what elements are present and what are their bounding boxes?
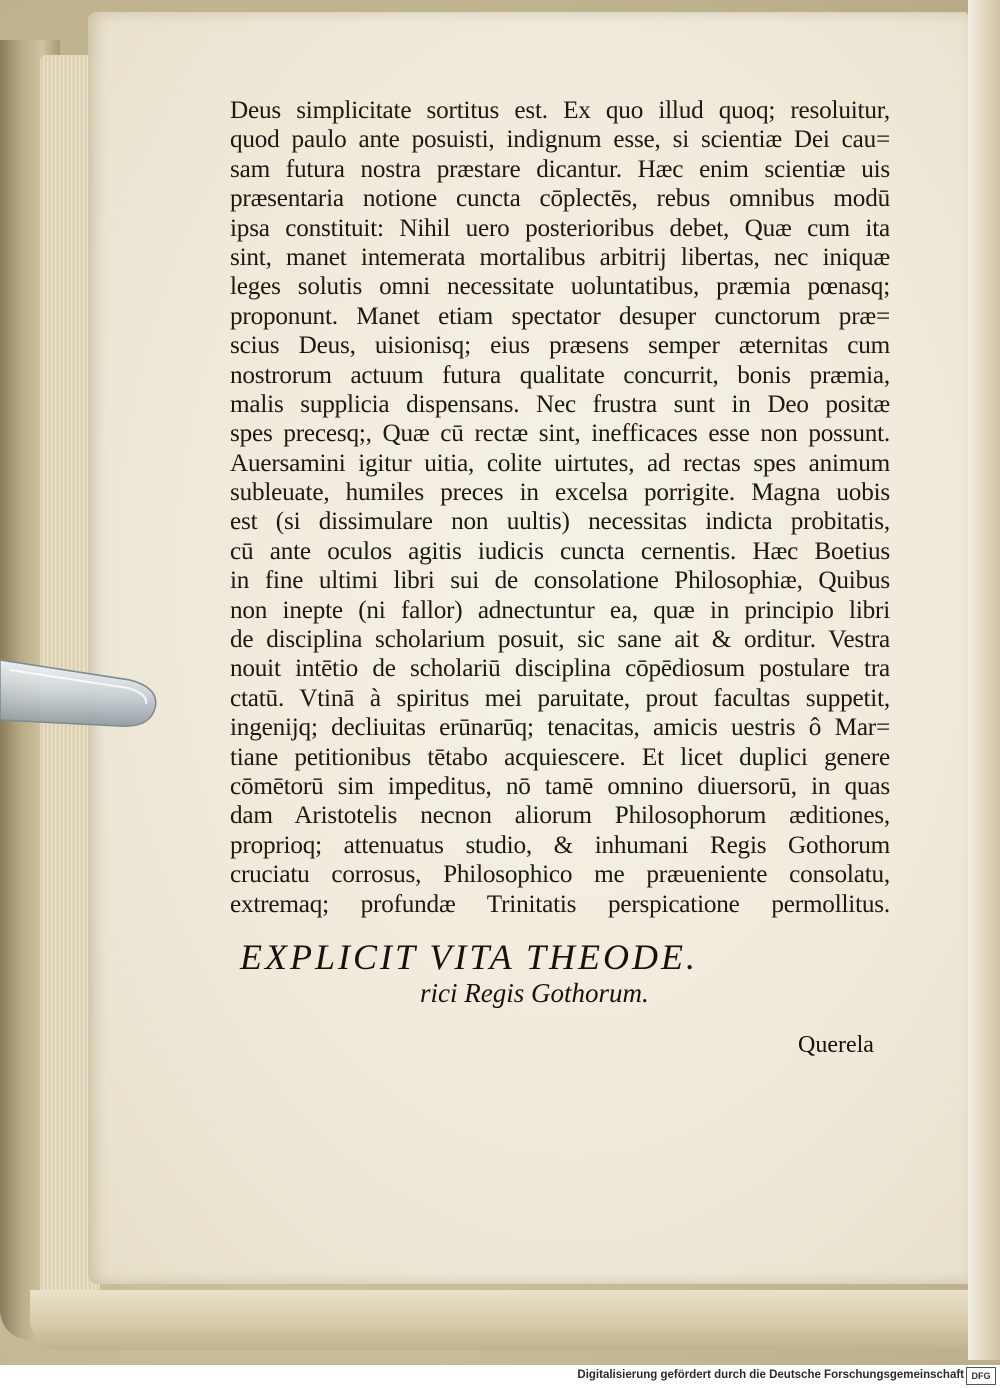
text-line: nouit intētio de scholariū disciplina cōpēdiosum postulare tra xyxy=(230,655,890,683)
text-line: tiane petitionibus tētabo acquiescere. Et licet duplici genere xyxy=(230,743,890,771)
page-clamp-holder xyxy=(0,650,160,740)
explicit-heading: EXPLICIT VITA THEODE. xyxy=(240,937,699,977)
text-line: ipsa constituit: Nihil uero posterioribus debet, Quæ cum ita xyxy=(230,214,890,242)
funding-notice: Digitalisierung gefördert durch die Deutsche Forschungsgemeinschaft xyxy=(577,1369,964,1381)
text-line: cū ante oculos agitis iudicis cuncta cernentis. Hæc Boetius xyxy=(230,537,890,565)
text-line: quod paulo ante posuisti, indignum esse, si scientiæ Dei cau= xyxy=(230,126,890,154)
body-text xyxy=(230,96,890,919)
text-line: malis supplicia dispensans. Nec frustra sunt in Deo positæ xyxy=(230,390,890,418)
text-line: proprioq; attenuatus studio, & inhumani Regis Gothorum xyxy=(230,831,890,859)
text-line: spes precesq;, Quæ cū rectæ sint, inefficaces esse non possunt. xyxy=(230,420,890,448)
text-line: subleuate, humiles preces in excelsa porrigite. Magna uobis xyxy=(230,479,890,507)
text-line: Auersamini igitur uitia, colite uirtutes, ad rectas spes animum xyxy=(230,449,890,477)
text-line: scius Deus, uisionisq; eius præsens semper æternitas cum xyxy=(230,332,890,360)
text-line: est (si dissimulare non uultis) necessitas indicta probitatis, xyxy=(230,508,890,536)
catchword: Querela xyxy=(798,1032,874,1058)
book-right-edge xyxy=(968,0,1000,1360)
text-line: leges solutis omni necessitate uoluntatibus, præmia pœnasq; xyxy=(230,273,890,301)
text-line: cruciatu corrosus, Philosophico me præueniente consolatu, xyxy=(230,861,890,889)
text-line: non inepte (ni fallor) adnectuntur ea, quæ in principio libri xyxy=(230,596,890,624)
text-line: dam Aristotelis necnon aliorum Philosophorum æditiones, xyxy=(230,802,890,830)
text-line: sint, manet intemerata mortalibus arbitrij libertas, nec iniquæ xyxy=(230,243,890,271)
book-bottom-edge xyxy=(30,1290,980,1350)
text-line: sam futura nostra præstare dicantur. Hæc enim scientiæ uis xyxy=(230,155,890,183)
text-line: nostrorum actuum futura qualitate concurrit, bonis præmia, xyxy=(230,361,890,389)
text-line: Deus simplicitate sortitus est. Ex quo illud quoq; resoluitur, xyxy=(230,97,890,124)
dfg-logo: DFG xyxy=(966,1367,996,1385)
text-line: extremaq; profundæ Trinitatis perspicatione permollitus. xyxy=(230,890,890,918)
text-line: ingenijq; decliuitas erūnarūq; tenacitas, amicis uestris ô Mar= xyxy=(230,714,890,742)
text-line: proponunt. Manet etiam spectator desuper cunctorum præ= xyxy=(230,302,890,330)
text-line: cōmētorū sim impeditus, nō tamē omnino diuersorū, in quas xyxy=(230,772,890,800)
text-line: præsentaria notione cuncta cōplectēs, rebus omnibus modū xyxy=(230,185,890,213)
text-line: de disciplina scholarium posuit, sic sane ait & orditur. Vestra xyxy=(230,626,890,654)
text-line: ctatū. Vtinā à spiritus mei paruitate, prout facultas suppetit, xyxy=(230,684,890,712)
explicit-subheading: rici Regis Gothorum. xyxy=(420,978,649,1008)
text-line: in fine ultimi libri sui de consolatione Philosophiæ, Quibus xyxy=(230,567,890,595)
